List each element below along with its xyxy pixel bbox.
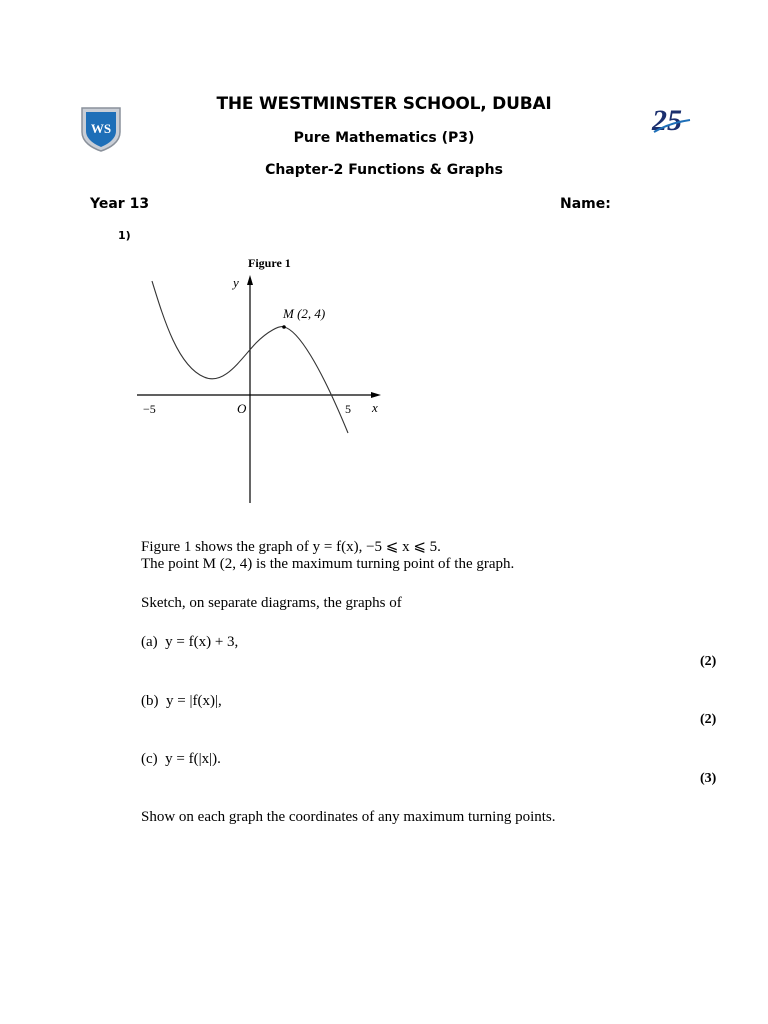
max-point-label: M (2, 4)	[283, 306, 326, 321]
name-label: Name:	[560, 196, 611, 212]
x-axis-label: x	[372, 400, 378, 415]
y-axis-arrow	[247, 275, 253, 285]
question-text-line-1: Figure 1 shows the graph of y = f(x), −5 ⩽ x ⩽ 5.	[141, 539, 441, 555]
part-expression: y = f(x) + 3,	[165, 634, 239, 650]
question-instruction: Sketch, on separate diagrams, the graphs of	[141, 595, 402, 611]
part-label: (a)	[141, 634, 158, 650]
anniversary-number: 25	[652, 104, 682, 136]
figure-caption: Figure 1	[248, 256, 291, 270]
question-text-line-2: The point M (2, 4) is the maximum turning point of the graph.	[141, 556, 515, 572]
logo-text: WS	[90, 121, 112, 136]
tick-label-left: −5	[143, 402, 156, 416]
x-axis-arrow	[371, 392, 381, 398]
part-label: (b)	[141, 693, 159, 709]
origin-label: O	[237, 401, 247, 416]
closing-instruction: Show on each graph the coordinates of any maximum turning points.	[141, 809, 556, 825]
part-b-marks: (2)	[700, 712, 717, 727]
part-expression: y = f(|x|).	[165, 751, 221, 767]
part-a	[141, 634, 238, 651]
school-name: THE WESTMINSTER SCHOOL, DUBAI	[216, 94, 552, 114]
tick-label-right: 5	[345, 402, 351, 416]
part-c-marks: (3)	[700, 771, 717, 786]
chapter-title: Chapter-2 Functions & Graphs	[265, 162, 503, 178]
year-label: Year 13	[90, 196, 150, 212]
subject-title: Pure Mathematics (P3)	[293, 130, 475, 146]
question-number: 1)	[118, 229, 131, 242]
max-point	[282, 325, 286, 329]
part-expression: y = |f(x)|,	[166, 693, 222, 709]
part-a-marks: (2)	[700, 654, 717, 669]
part-b	[141, 693, 222, 710]
y-axis-label: y	[233, 275, 239, 290]
part-label: (c)	[141, 751, 158, 767]
part-c	[141, 751, 221, 768]
